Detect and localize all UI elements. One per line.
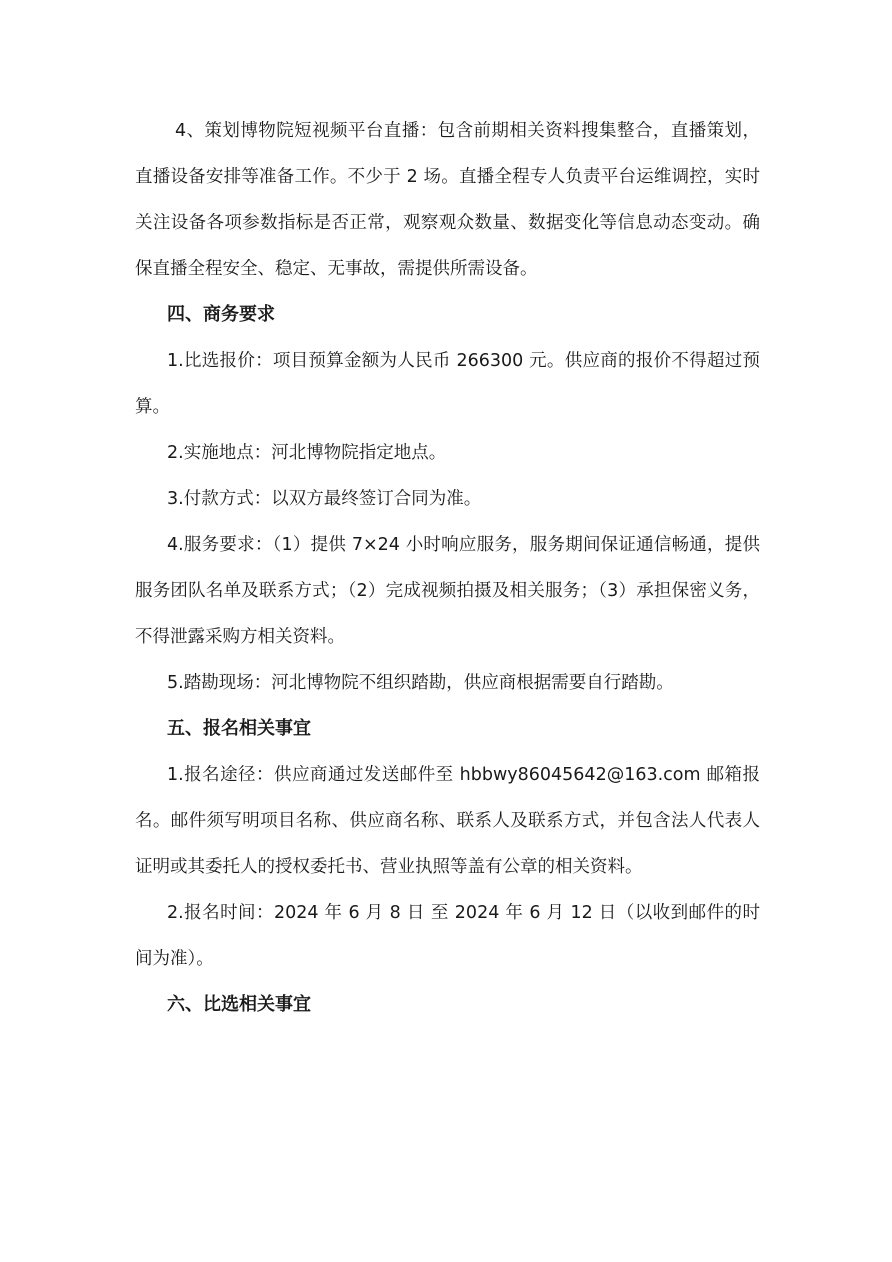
- heading-selection: 六、比选相关事宜: [167, 994, 311, 1015]
- paragraph-payment: 3.付款方式：以双方最终签订合同为准。: [167, 489, 482, 509]
- paragraph-livestream-planning: 4、策划博物院短视频平台直播：包含前期相关资料搜集整合，直播策划，直播设备安排等准备工作。不少于 2 场。直播全程专人负责平台运维调控，实时关注设备各项参数指标是否正常，观察观众数量、数据变化等信息动态变动。确保直播全程安全、稳定、无事故，需提供所需设备。: [135, 121, 760, 279]
- paragraph-quotation: 1.比选报价：项目预算金额为人民币 266300 元。供应商的报价不得超过预算。: [135, 351, 760, 417]
- document-page: [135, 108, 760, 1028]
- paragraph-location: 2.实施地点：河北博物院指定地点。: [167, 443, 447, 463]
- heading-registration: 五、报名相关事宜: [167, 718, 311, 739]
- heading-business-requirements: 四、商务要求: [167, 304, 275, 325]
- paragraph-site-survey: 5.踏勘现场：河北博物院不组织踏勘，供应商根据需要自行踏勘。: [167, 673, 674, 693]
- paragraph-service-requirements: 4.服务要求：（1）提供 7×24 小时响应服务，服务期间保证通信畅通，提供服务团队名单及联系方式；（2）完成视频拍摄及相关服务；（3）承担保密义务，不得泄露采购方相关资料。: [135, 535, 760, 647]
- paragraph-registration-method: 1.报名途径：供应商通过发送邮件至 hbbwy86045642@163.com 邮箱报名。邮件须写明项目名称、供应商名称、联系人及联系方式，并包含法人代表人证明或其委托人的授权委托书、营业执照等盖有公章的相关资料。: [135, 765, 760, 877]
- paragraph-registration-time: 2.报名时间：2024 年 6 月 8 日 至 2024 年 6 月 12 日（以收到邮件的时间为准）。: [135, 903, 760, 969]
